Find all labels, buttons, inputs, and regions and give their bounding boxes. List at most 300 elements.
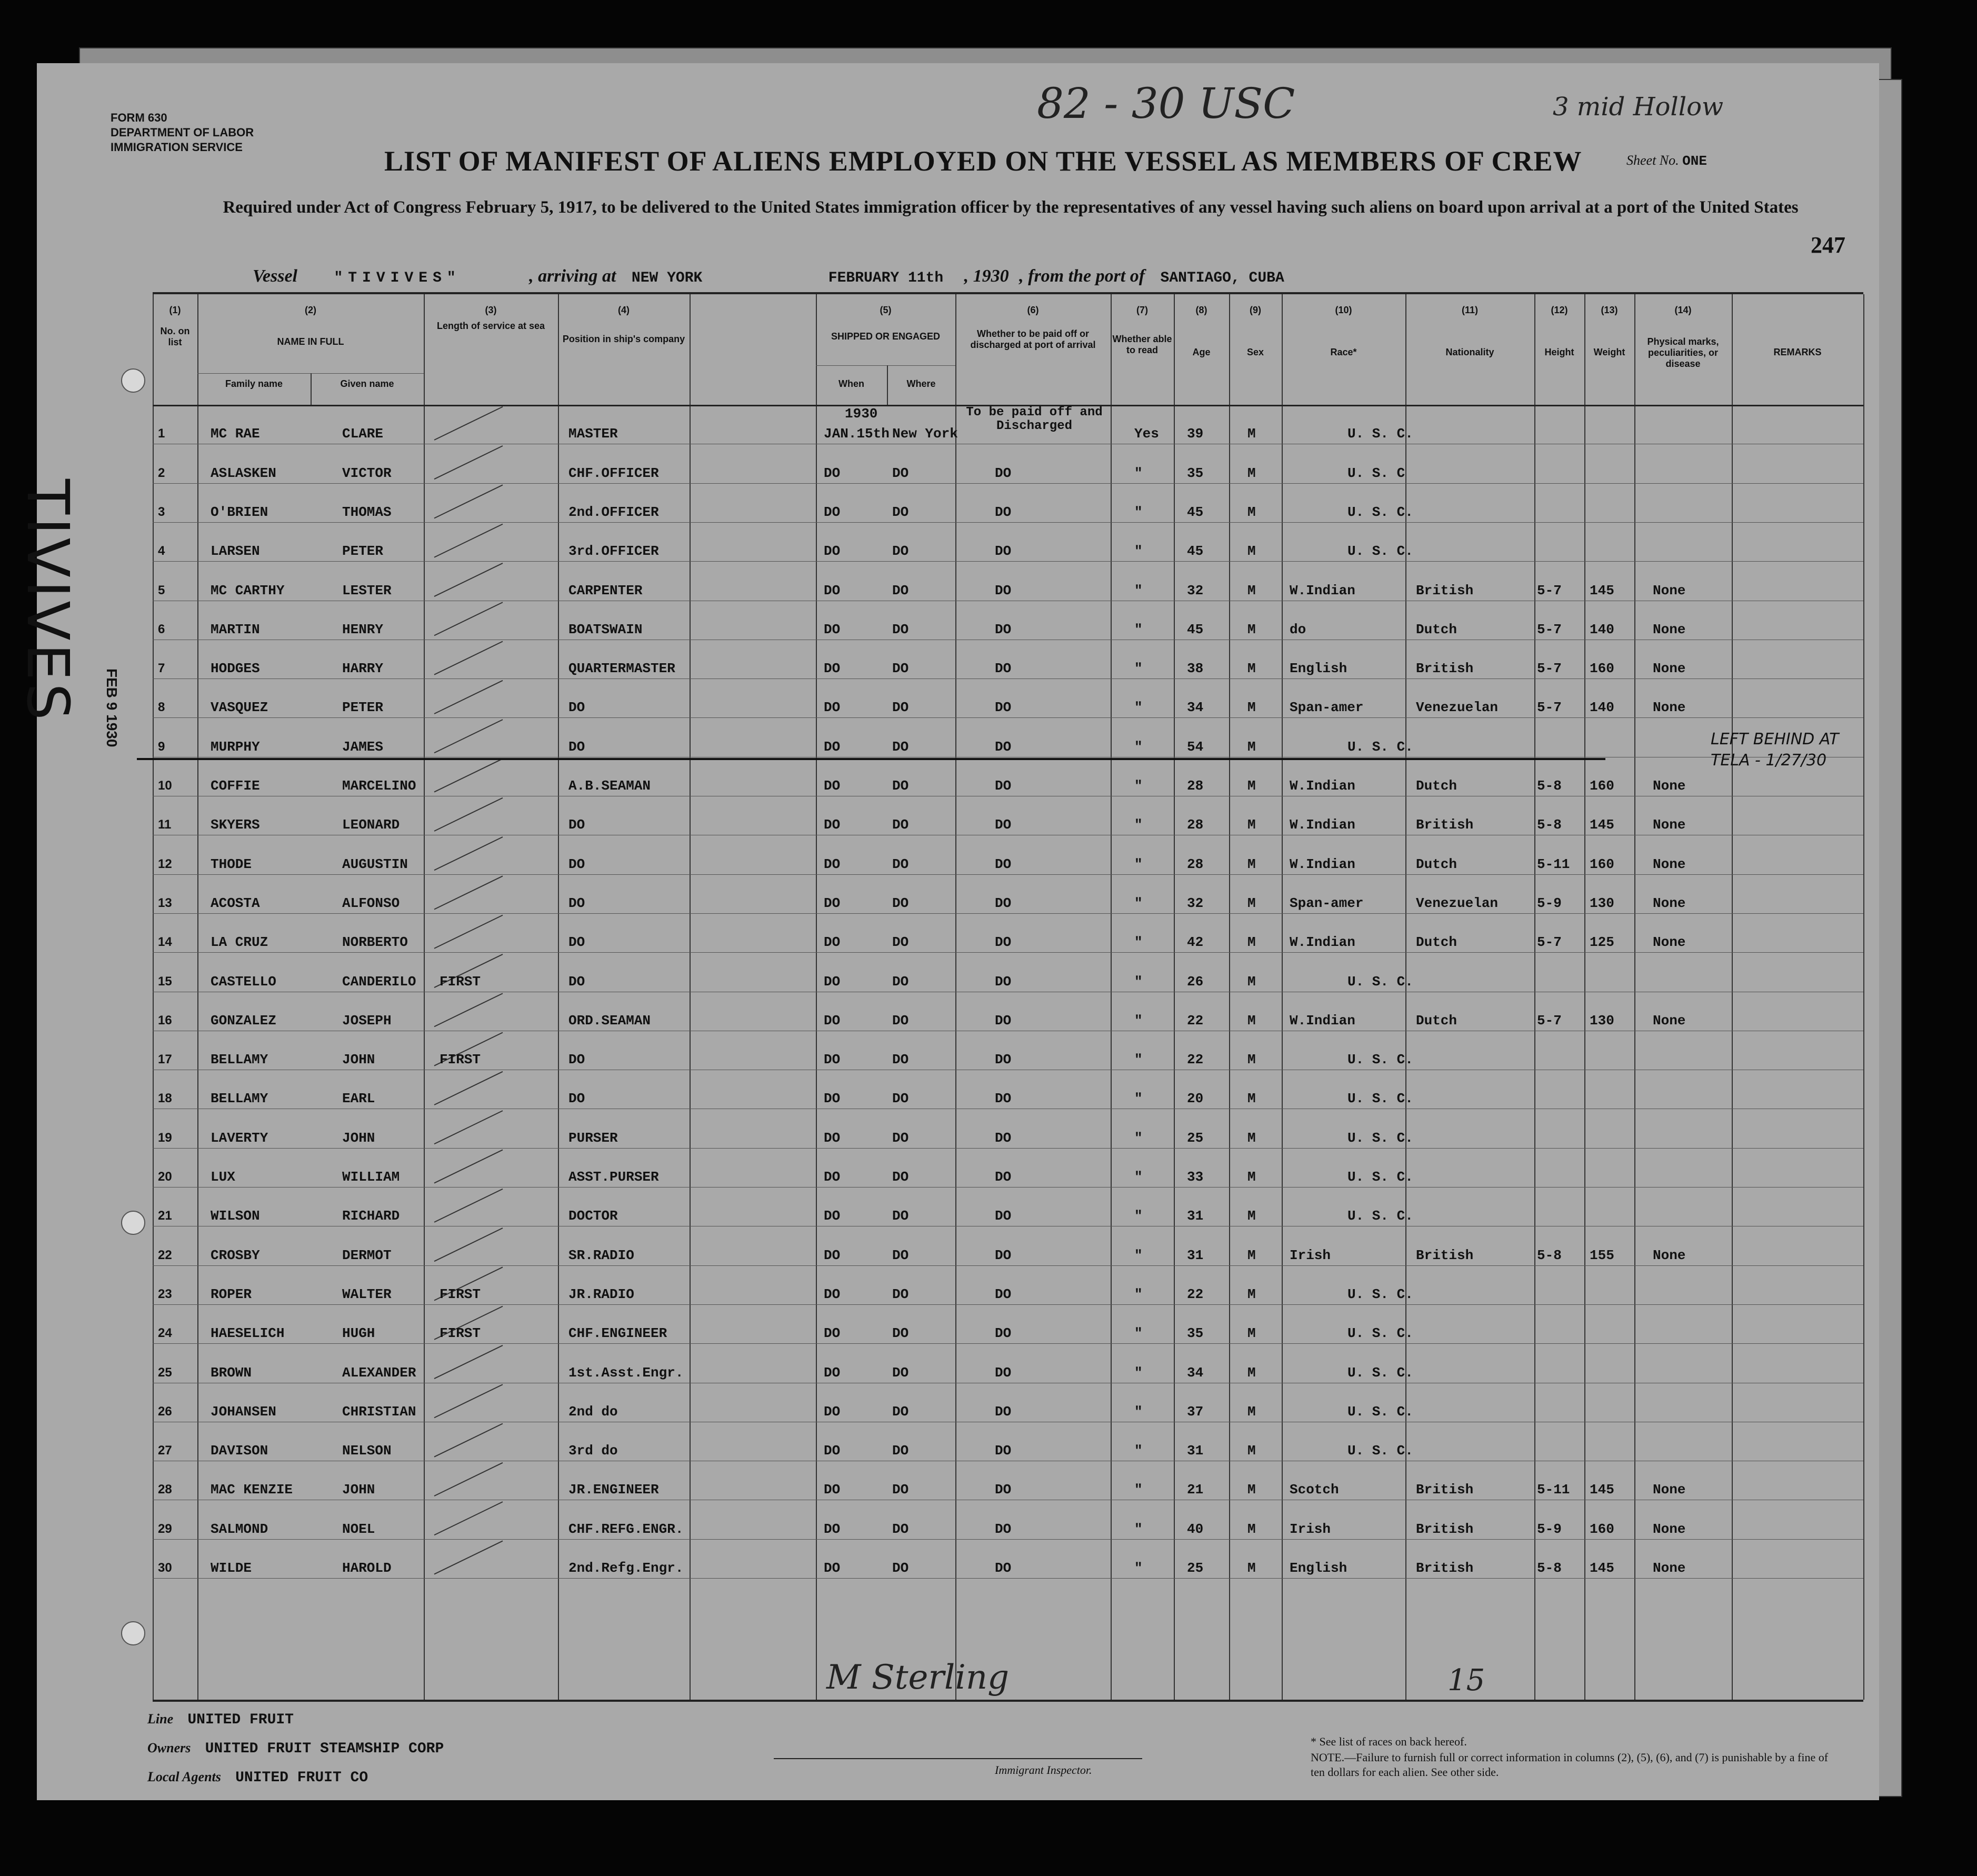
cell-sex: M bbox=[1247, 1560, 1256, 1576]
cell-service: FIRST bbox=[440, 1286, 481, 1302]
cell-sex: M bbox=[1247, 504, 1256, 520]
cell-sex: M bbox=[1247, 1012, 1256, 1029]
cell-nationality: Venezuelan bbox=[1416, 700, 1499, 716]
cell-given: JAMES bbox=[342, 739, 384, 755]
cell-weight: 160 bbox=[1590, 661, 1614, 677]
cell-where: DO bbox=[892, 1443, 909, 1459]
cell-position: PURSER bbox=[568, 1130, 618, 1146]
cell-height: 5-8 bbox=[1537, 778, 1562, 794]
cell-read: " bbox=[1134, 1052, 1143, 1068]
cell-given: NORBERTO bbox=[342, 934, 408, 951]
cell-read: " bbox=[1134, 582, 1143, 598]
header-n10: (10) bbox=[1335, 305, 1352, 315]
cell-marks: None bbox=[1653, 1521, 1686, 1537]
cell-sex: M bbox=[1247, 1325, 1256, 1342]
cell-paid: DO bbox=[995, 1521, 1012, 1537]
punch-hole bbox=[121, 368, 145, 393]
footer-owners bbox=[147, 1740, 444, 1757]
cell-service: FIRST bbox=[440, 1052, 481, 1068]
cell-when: DO bbox=[824, 1403, 841, 1420]
cell-family: ASLASKEN bbox=[211, 465, 276, 481]
cell-paid: DO bbox=[995, 1247, 1012, 1263]
manifest-sheet bbox=[14, 63, 1879, 1800]
cell-paid: DO bbox=[995, 1482, 1012, 1498]
cell-marks: None bbox=[1653, 778, 1686, 794]
cell-paid: DO bbox=[995, 1208, 1012, 1224]
cell-where: DO bbox=[892, 504, 909, 520]
cell-race: W.Indian bbox=[1290, 778, 1355, 794]
cell-given: WILLIAM bbox=[342, 1169, 400, 1185]
column-rule bbox=[1111, 294, 1112, 1700]
cell-no: 1 bbox=[158, 426, 165, 441]
cell-paid: DO bbox=[995, 778, 1012, 794]
cell-given: MARCELINO bbox=[342, 778, 416, 794]
cell-age: 25 bbox=[1187, 1560, 1204, 1576]
cell-nationality: U. S. C. bbox=[1347, 1091, 1413, 1107]
cell-given: HENRY bbox=[342, 621, 384, 637]
cell-weight: 140 bbox=[1590, 700, 1614, 716]
cell-age: 33 bbox=[1187, 1169, 1204, 1185]
cell-family: ACOSTA bbox=[211, 895, 260, 911]
cell-sex: M bbox=[1247, 465, 1256, 481]
cell-nationality: Dutch bbox=[1416, 856, 1457, 872]
cell-where: DO bbox=[892, 1052, 909, 1068]
row-rule bbox=[153, 1539, 1863, 1540]
header-c6: Whether to be paid off or discharged at port of arrival bbox=[970, 328, 1096, 350]
header-c2: NAME IN FULL bbox=[277, 336, 344, 347]
header-n7: (7) bbox=[1136, 305, 1148, 315]
fine-note: NOTE.—Failure to furnish full or correct information in columns (2), (5), (6), and (7) is punishable by a fine of ten dollars for each alien. See other side. bbox=[1311, 1751, 1829, 1779]
header-c5a: When bbox=[838, 378, 864, 389]
cell-given: JOHN bbox=[342, 1130, 375, 1146]
column-rule bbox=[1282, 294, 1283, 1700]
cell-position: ORD.SEAMAN bbox=[568, 1012, 651, 1029]
cell-when: DO bbox=[824, 465, 841, 481]
cell-where: DO bbox=[892, 1482, 909, 1498]
cell-age: 20 bbox=[1187, 1091, 1204, 1107]
sheet-number bbox=[1626, 153, 1707, 169]
footer-line bbox=[147, 1711, 294, 1728]
cell-no: 22 bbox=[158, 1248, 172, 1262]
cell-given: PETER bbox=[342, 700, 384, 716]
cell-given: EARL bbox=[342, 1091, 375, 1107]
cell-when: DO bbox=[824, 582, 841, 598]
header-n9: (9) bbox=[1250, 305, 1261, 315]
cell-position: DO bbox=[568, 1091, 585, 1107]
cell-given: THOMAS bbox=[342, 504, 392, 520]
header-n13: (13) bbox=[1601, 305, 1618, 315]
cell-race: Span-amer bbox=[1290, 700, 1364, 716]
cell-no: 4 bbox=[158, 544, 165, 558]
cell-given: HUGH bbox=[342, 1325, 375, 1342]
cell-no: 20 bbox=[158, 1170, 172, 1184]
cell-when: DO bbox=[824, 778, 841, 794]
cell-no: 21 bbox=[158, 1209, 172, 1223]
cell-given: ALFONSO bbox=[342, 895, 400, 911]
cell-paid: DO bbox=[995, 504, 1012, 520]
header-n3: (3) bbox=[485, 305, 497, 315]
column-rule bbox=[690, 294, 691, 1700]
stamp-line: FORM 630 bbox=[111, 111, 167, 124]
form-stamp bbox=[111, 111, 332, 247]
header-n2: (2) bbox=[305, 305, 316, 315]
cell-age: 34 bbox=[1187, 700, 1204, 716]
cell-age: 25 bbox=[1187, 1130, 1204, 1146]
cell-read: " bbox=[1134, 465, 1143, 481]
cell-when: DO bbox=[824, 1052, 841, 1068]
cell-nationality: U. S. C. bbox=[1347, 973, 1413, 990]
cell-age: 45 bbox=[1187, 621, 1204, 637]
cell-position: MASTER bbox=[568, 426, 618, 442]
cell-read: " bbox=[1134, 1247, 1143, 1263]
column-rule bbox=[153, 294, 154, 1700]
cell-weight: 145 bbox=[1590, 1482, 1614, 1498]
row-rule bbox=[153, 561, 1863, 562]
arriving-label: , arriving at bbox=[529, 266, 616, 286]
cell-position: A.B.SEAMAN bbox=[568, 778, 651, 794]
cell-position: 3rd do bbox=[568, 1443, 618, 1459]
cell-age: 31 bbox=[1187, 1443, 1204, 1459]
punch-hole bbox=[121, 1211, 145, 1235]
cell-age: 35 bbox=[1187, 465, 1204, 481]
cell-race: English bbox=[1290, 1560, 1347, 1576]
inspector-signature-line bbox=[774, 1758, 1142, 1759]
header-c11: Nationality bbox=[1445, 347, 1494, 357]
cell-where: DO bbox=[892, 934, 909, 951]
cell-family: WILSON bbox=[211, 1208, 260, 1224]
cell-family: DAVISON bbox=[211, 1443, 268, 1459]
cell-position: CHF.OFFICER bbox=[568, 465, 659, 481]
cell-paid: DO bbox=[995, 700, 1012, 716]
cell-sex: M bbox=[1247, 778, 1256, 794]
cell-where: DO bbox=[892, 1325, 909, 1342]
cell-sex: M bbox=[1247, 973, 1256, 990]
row-rule bbox=[153, 913, 1863, 914]
cell-nationality: U. S. C. bbox=[1347, 1364, 1413, 1381]
cell-given: HAROLD bbox=[342, 1560, 392, 1576]
cell-race: Irish bbox=[1290, 1247, 1331, 1263]
cell-given: JOSEPH bbox=[342, 1012, 392, 1029]
from-label: , from the port of bbox=[1019, 266, 1145, 286]
cell-age: 32 bbox=[1187, 582, 1204, 598]
cell-no: 7 bbox=[158, 661, 165, 676]
cell-marks: None bbox=[1653, 1012, 1686, 1029]
row-rule bbox=[153, 1578, 1863, 1579]
cell-family: VASQUEZ bbox=[211, 700, 268, 716]
cell-paid: DO bbox=[995, 1286, 1012, 1302]
cell-weight: 130 bbox=[1590, 895, 1614, 911]
cell-read: " bbox=[1134, 700, 1143, 716]
cell-service: FIRST bbox=[440, 1325, 481, 1342]
cell-sex: M bbox=[1247, 1052, 1256, 1068]
cell-height: 5-7 bbox=[1537, 700, 1562, 716]
cell-where: DO bbox=[892, 1286, 909, 1302]
cell-family: SKYERS bbox=[211, 817, 260, 833]
header-n5: (5) bbox=[880, 305, 892, 315]
cell-height: 5-9 bbox=[1537, 1521, 1562, 1537]
cell-where: DO bbox=[892, 1012, 909, 1029]
cell-nationality: U. S. C. bbox=[1347, 1130, 1413, 1146]
cell-paid: DO bbox=[995, 1560, 1012, 1576]
cell-position: DOCTOR bbox=[568, 1208, 618, 1224]
header-c2b: Given name bbox=[340, 378, 394, 389]
cell-nationality: British bbox=[1416, 1521, 1474, 1537]
column-rule bbox=[1634, 294, 1635, 1700]
header-n4: (4) bbox=[618, 305, 630, 315]
cell-where: DO bbox=[892, 778, 909, 794]
cell-no: 5 bbox=[158, 583, 165, 597]
cell-given: LESTER bbox=[342, 582, 392, 598]
row-rule bbox=[153, 483, 1863, 484]
cell-position: DO bbox=[568, 856, 585, 872]
cell-paid: DO bbox=[995, 895, 1012, 911]
header-c2a: Family name bbox=[225, 378, 283, 389]
cell-height: 5-7 bbox=[1537, 1012, 1562, 1029]
cell-age: 28 bbox=[1187, 856, 1204, 872]
cell-no: 2 bbox=[158, 465, 165, 480]
cell-when: DO bbox=[824, 1208, 841, 1224]
cell-family: COFFIE bbox=[211, 778, 260, 794]
cell-marks: None bbox=[1653, 817, 1686, 833]
cell-paid: DO bbox=[995, 1091, 1012, 1107]
cell-position: DO bbox=[568, 700, 585, 716]
row-rule bbox=[153, 678, 1863, 679]
cell-read: Yes bbox=[1134, 426, 1159, 442]
cell-when: DO bbox=[824, 1130, 841, 1146]
cell-nationality: Dutch bbox=[1416, 778, 1457, 794]
cell-when: DO bbox=[824, 504, 841, 520]
cell-position: DO bbox=[568, 739, 585, 755]
cell-read: " bbox=[1134, 1560, 1143, 1576]
cell-age: 37 bbox=[1187, 1403, 1204, 1420]
cell-marks: None bbox=[1653, 661, 1686, 677]
cell-marks: None bbox=[1653, 582, 1686, 598]
cell-no: 17 bbox=[158, 1052, 172, 1067]
cell-read: " bbox=[1134, 895, 1143, 911]
cell-where: DO bbox=[892, 543, 909, 560]
column-rule bbox=[955, 294, 956, 1700]
top-annotation: 82 - 30 USC bbox=[1037, 79, 1295, 128]
cell-no: 23 bbox=[158, 1286, 172, 1301]
arrival-date: FEBRUARY 11th bbox=[828, 270, 944, 286]
cell-position: DO bbox=[568, 1052, 585, 1068]
cell-when: DO bbox=[824, 543, 841, 560]
punch-hole bbox=[121, 1621, 145, 1645]
cell-nationality: U. S. C. bbox=[1347, 1325, 1413, 1342]
cell-position: 1st.Asst.Engr. bbox=[568, 1364, 684, 1381]
header-n12: (12) bbox=[1551, 305, 1568, 315]
cell-given: NELSON bbox=[342, 1443, 392, 1459]
cell-no: 25 bbox=[158, 1365, 172, 1380]
column-rule bbox=[197, 294, 198, 1700]
cell-age: 31 bbox=[1187, 1208, 1204, 1224]
sheet-label: Sheet No. bbox=[1626, 153, 1679, 168]
cell-when: DO bbox=[824, 1364, 841, 1381]
cell-where: DO bbox=[892, 1130, 909, 1146]
cell-weight: 160 bbox=[1590, 778, 1614, 794]
cell-age: 32 bbox=[1187, 895, 1204, 911]
cell-family: CROSBY bbox=[211, 1247, 260, 1263]
cell-age: 28 bbox=[1187, 817, 1204, 833]
header-c15: REMARKS bbox=[1773, 347, 1822, 357]
cell-read: " bbox=[1134, 973, 1143, 990]
cell-family: LUX bbox=[211, 1169, 235, 1185]
cell-nationality: U. S. C. bbox=[1347, 1286, 1413, 1302]
cell-family: GONZALEZ bbox=[211, 1012, 276, 1029]
cell-when: DO bbox=[824, 739, 841, 755]
cell-read: " bbox=[1134, 1364, 1143, 1381]
cell-position: 2nd do bbox=[568, 1403, 618, 1420]
cell-when: DO bbox=[824, 1325, 841, 1342]
cell-read: " bbox=[1134, 1443, 1143, 1459]
cell-where: DO bbox=[892, 1521, 909, 1537]
cell-nationality: U. S. C. bbox=[1347, 543, 1413, 560]
cell-no: 11 bbox=[158, 817, 172, 832]
cell-family: MC CARTHY bbox=[211, 582, 285, 598]
header-c14: Physical marks, peculiarities, or disease bbox=[1647, 336, 1719, 369]
cell-given: JOHN bbox=[342, 1482, 375, 1498]
cell-nationality: U. S. C bbox=[1347, 465, 1405, 481]
column-rule bbox=[1174, 294, 1175, 1700]
column-rule bbox=[1863, 294, 1864, 1700]
footer-agents bbox=[147, 1769, 368, 1786]
cell-nationality: British bbox=[1416, 817, 1474, 833]
cell-nationality: British bbox=[1416, 661, 1474, 677]
cell-marks: None bbox=[1653, 700, 1686, 716]
cell-given: JOHN bbox=[342, 1052, 375, 1068]
cell-paid: DO bbox=[995, 465, 1012, 481]
cell-position: DO bbox=[568, 895, 585, 911]
row-rule bbox=[153, 522, 1863, 523]
column-rule bbox=[1534, 294, 1535, 1700]
cell-where: DO bbox=[892, 1208, 909, 1224]
from-port: SANTIAGO, CUBA bbox=[1160, 270, 1284, 286]
top-right-annotation: 3 mid Hollow bbox=[1553, 92, 1724, 122]
cell-family: MAC KENZIE bbox=[211, 1482, 293, 1498]
row-rule bbox=[153, 952, 1863, 953]
cell-when: DO bbox=[824, 1560, 841, 1576]
cell-paid: DO bbox=[995, 1364, 1012, 1381]
cell-race: Irish bbox=[1290, 1521, 1331, 1537]
column-rule bbox=[558, 294, 559, 1700]
cell-sex: M bbox=[1247, 426, 1256, 442]
cell-sex: M bbox=[1247, 739, 1256, 755]
column-rule bbox=[1732, 294, 1733, 1700]
cell-paid: DO bbox=[995, 543, 1012, 560]
row-rule bbox=[153, 1265, 1863, 1266]
cell-nationality: Dutch bbox=[1416, 1012, 1457, 1029]
cell-no: 10 bbox=[158, 779, 172, 793]
cell-when: DO bbox=[824, 856, 841, 872]
cell-no: 24 bbox=[158, 1326, 172, 1341]
cell-position: CHF.REFG.ENGR. bbox=[568, 1521, 684, 1537]
cell-where: DO bbox=[892, 1247, 909, 1263]
cell-no: 16 bbox=[158, 1013, 172, 1027]
header-n6: (6) bbox=[1027, 305, 1039, 315]
column-rule bbox=[1584, 294, 1585, 1700]
cell-sex: M bbox=[1247, 1169, 1256, 1185]
header-n11: (11) bbox=[1461, 305, 1479, 315]
cell-no: 18 bbox=[158, 1091, 172, 1106]
cell-paid: DO bbox=[995, 1012, 1012, 1029]
cell-sex: M bbox=[1247, 1443, 1256, 1459]
cell-paid: DO bbox=[995, 856, 1012, 872]
cell-weight: 145 bbox=[1590, 582, 1614, 598]
cell-position: 2nd.OFFICER bbox=[568, 504, 659, 520]
cell-nationality: U. S. C. bbox=[1347, 1208, 1413, 1224]
agents-label: Local Agents bbox=[147, 1769, 221, 1784]
cell-given: ALEXANDER bbox=[342, 1364, 416, 1381]
cell-read: " bbox=[1134, 1403, 1143, 1420]
header-n1: (1) bbox=[169, 305, 181, 315]
cell-age: 21 bbox=[1187, 1482, 1204, 1498]
cell-sex: M bbox=[1247, 1091, 1256, 1107]
cell-marks: None bbox=[1653, 856, 1686, 872]
cell-race: do bbox=[1290, 621, 1306, 637]
cell-given: AUGUSTIN bbox=[342, 856, 408, 872]
cell-nationality: British bbox=[1416, 1482, 1474, 1498]
cell-age: 35 bbox=[1187, 1325, 1204, 1342]
cell-height: 5-8 bbox=[1537, 1560, 1562, 1576]
cell-weight: 145 bbox=[1590, 817, 1614, 833]
cell-paid: DO bbox=[995, 1052, 1012, 1068]
cell-family: ROPER bbox=[211, 1286, 252, 1302]
cell-age: 34 bbox=[1187, 1364, 1204, 1381]
cell-paid: DO bbox=[995, 621, 1012, 637]
cell-age: 42 bbox=[1187, 934, 1204, 951]
cell-read: " bbox=[1134, 739, 1143, 755]
cell-where: DO bbox=[892, 856, 909, 872]
cell-read: " bbox=[1134, 1091, 1143, 1107]
owners-value: UNITED FRUIT STEAMSHIP CORP bbox=[205, 1741, 444, 1757]
cell-paid: DO bbox=[995, 582, 1012, 598]
cell-position: 2nd.Refg.Engr. bbox=[568, 1560, 684, 1576]
cell-no: 14 bbox=[158, 935, 172, 950]
cell-height: 5-7 bbox=[1537, 661, 1562, 677]
cell-when: DO bbox=[824, 1482, 841, 1498]
cell-read: " bbox=[1134, 1482, 1143, 1498]
cell-no: 19 bbox=[158, 1130, 172, 1145]
cell-sex: M bbox=[1247, 1208, 1256, 1224]
cell-height: 5-11 bbox=[1537, 856, 1570, 872]
cell-where: DO bbox=[892, 1364, 909, 1381]
cell-given: CLARE bbox=[342, 426, 384, 442]
cell-when: DO bbox=[824, 1091, 841, 1107]
column-rule bbox=[816, 294, 817, 1700]
cell-race: W.Indian bbox=[1290, 817, 1355, 833]
cell-where: DO bbox=[892, 700, 909, 716]
side-date-stamp: FEB 9 1930 bbox=[104, 668, 120, 747]
row-rule bbox=[153, 717, 1863, 718]
cell-given: WALTER bbox=[342, 1286, 392, 1302]
cell-no: 8 bbox=[158, 700, 165, 715]
cell-service: FIRST bbox=[440, 973, 481, 990]
cell-height: 5-11 bbox=[1537, 1482, 1570, 1498]
arrival-year: , 1930 bbox=[964, 266, 1009, 286]
row-rule bbox=[153, 1187, 1863, 1188]
cell-sex: M bbox=[1247, 1403, 1256, 1420]
cell-when: DO bbox=[824, 973, 841, 990]
cell-age: 39 bbox=[1187, 426, 1204, 442]
vessel-label: Vessel bbox=[253, 266, 297, 286]
header-sub-rule bbox=[816, 365, 955, 366]
cell-where: DO bbox=[892, 465, 909, 481]
cell-age: 28 bbox=[1187, 778, 1204, 794]
stamp-line: DEPARTMENT OF LABOR bbox=[111, 126, 254, 139]
header-c9: Sex bbox=[1246, 347, 1264, 357]
vessel-name: "TIVIVES" bbox=[334, 270, 461, 286]
cell-age: 54 bbox=[1187, 739, 1204, 755]
